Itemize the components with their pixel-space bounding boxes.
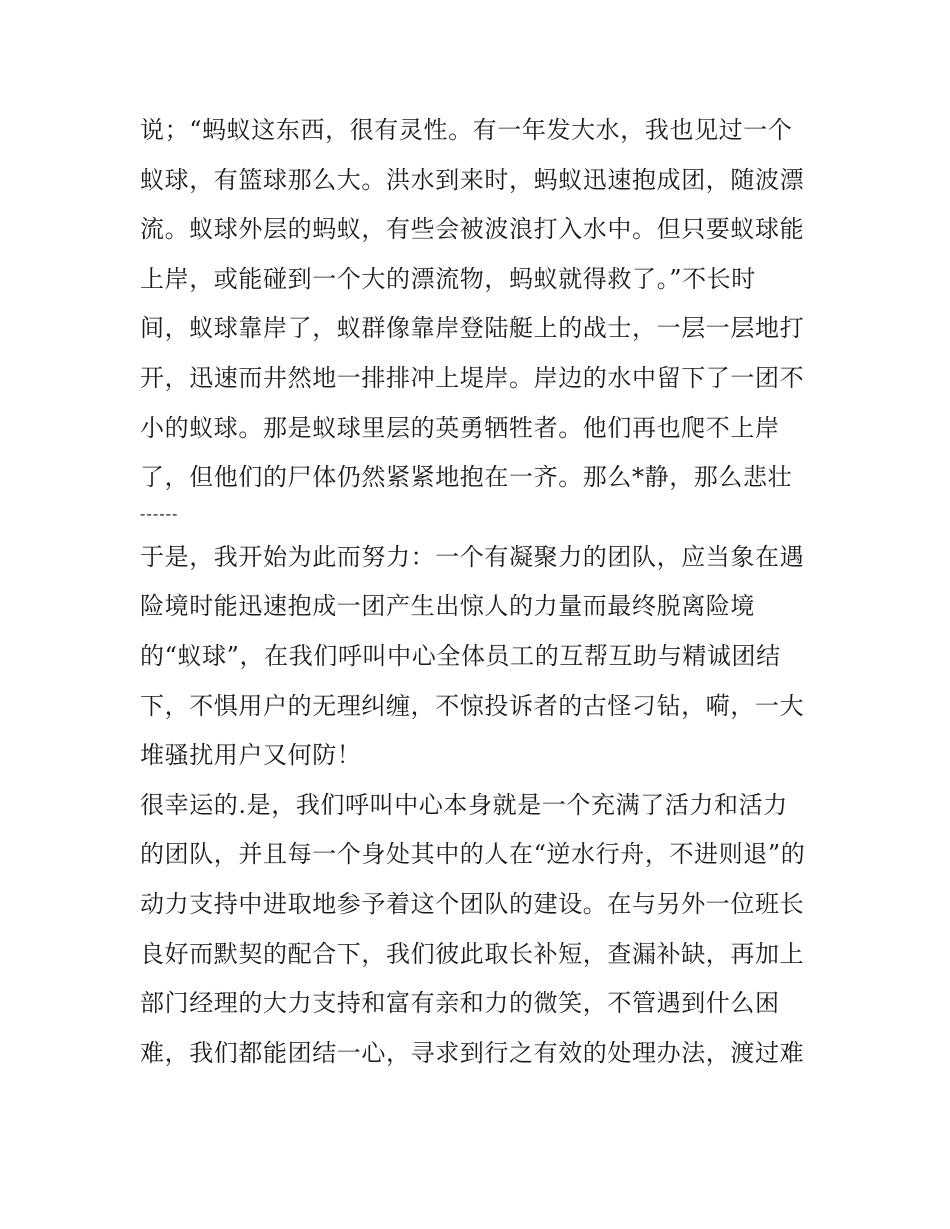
- text-line: 流。蚁球外层的蚂蚁，有些会被波浪打入水中。但只要蚁球能: [140, 215, 805, 244]
- text-line: 上岸，或能碰到一个大的漂流物，蚂蚁就得救了。”不长时: [140, 264, 756, 293]
- text-line: 的“蚁球”，在我们呼叫中心全体员工的互帮互助与精诚团结: [140, 641, 781, 670]
- text-line: 难，我们都能团结一心，寻求到行之有效的处理办法，渡过难: [140, 1038, 805, 1067]
- text-line: 说；“蚂蚁这东西，很有灵性。有一年发大水，我也见过一个: [140, 116, 793, 144]
- text-line: 小的蚁球。那是蚁球里层的英勇牺牲者。他们再也爬不上岸: [140, 413, 780, 442]
- text-line: 间，蚁球靠岸了，蚁群像靠岸登陆艇上的战士，一层一层地打: [140, 314, 805, 343]
- text-line: 开，迅速而井然地一排排冲上堤岸。岸边的水中留下了一团不: [140, 363, 805, 392]
- text-line: 险境时能迅速抱成一团产生出惊人的力量而最终脱离险境: [140, 592, 755, 621]
- text-line: 动力支持中进取地参予着这个团队的建设。在与另外一位班长: [140, 889, 805, 918]
- text-line: 部门经理的大力支持和富有亲和力的微笑，不管遇到什么困: [140, 989, 780, 1018]
- text-line: 很幸运的.是，我们呼叫中心本身就是一个充满了活力和活力: [140, 790, 788, 819]
- document-body: [140, 106, 820, 1078]
- text-line: 堆骚扰用户又何防！: [140, 741, 362, 770]
- text-line: 了，但他们的尸体仍然紧紧地抱在一齐。那么*静，那么悲壮: [140, 463, 793, 492]
- text-line: 良好而默契的配合下，我们彼此取长补短，查漏补缺，再加上: [140, 939, 805, 968]
- text-line: 下，不惧用户的无理纠缠，不惊投诉者的古怪刁钻，嗬，一大: [140, 691, 805, 720]
- text-line: 于是，我开始为此而努力：一个有凝聚力的团队，应当象在遇: [140, 542, 805, 571]
- text-line: 的团队，并且每一个身处其中的人在“逆水行舟，不进则退”的: [140, 840, 806, 869]
- text-line: 蚁球，有篮球那么大。洪水到来时，蚂蚁迅速抱成团，随波漂: [140, 165, 805, 194]
- section-divider: ------: [140, 503, 179, 523]
